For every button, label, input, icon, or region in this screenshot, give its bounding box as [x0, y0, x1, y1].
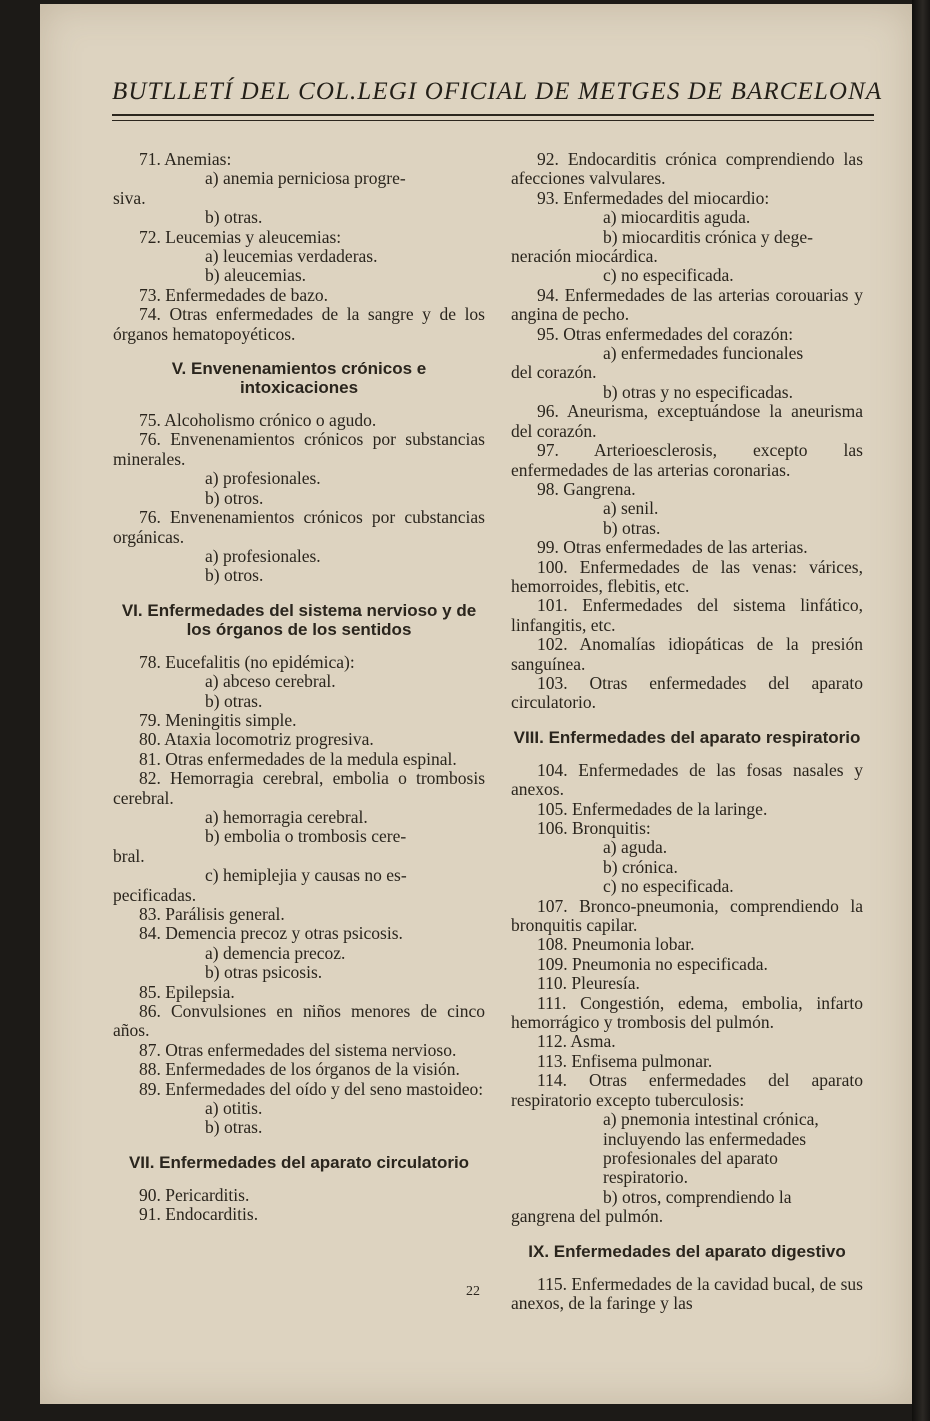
- list-item: 102. Anomalías idiopáticas de la presión sanguínea.: [511, 634, 863, 674]
- list-item: 78. Eucefalitis (no epidémica):: [139, 651, 355, 672]
- list-subitem: a) aguda.: [603, 837, 668, 858]
- list-subitem: a) otitis.: [205, 1098, 263, 1119]
- list-subitem: a) enfermedades funcionales: [603, 343, 804, 364]
- list-item: 82. Hemorragia cerebral, embolia o trombosis cerebral.: [113, 768, 485, 808]
- list-subitem: a) leucemias verdaderas.: [205, 246, 378, 267]
- list-item: 76. Envenenamientos crónicos por substancias minerales.: [113, 429, 485, 469]
- list-item: 84. Demencia precoz y otras psicosis.: [139, 923, 403, 944]
- section-heading: VII. Enfermedades del aparato circulatorio: [128, 1152, 470, 1172]
- list-item: 107. Bronco-pneumonia, comprendiendo la bronquitis capilar.: [511, 895, 863, 936]
- list-item: 115. Enfermedades de la cavidad bucal, de sus anexos, de la faringe y las: [511, 1273, 863, 1313]
- right-column: [511, 150, 863, 1313]
- list-item: 103. Otras enfermedades del aparato circulatorio.: [511, 672, 863, 713]
- list-item: 112. Asma.: [537, 1031, 616, 1052]
- list-subitem: a) miocarditis aguda.: [603, 207, 751, 228]
- list-subitem: a) profesionales.: [205, 545, 321, 566]
- list-item: 106. Bronquitis:: [537, 818, 651, 838]
- header-rule: [112, 114, 874, 116]
- list-subitem: b) otros, comprendiendo la: [603, 1186, 792, 1207]
- list-subitem: c) no especificada.: [603, 876, 734, 897]
- list-subitem: b) otras.: [205, 207, 263, 228]
- list-item: 76. Envenenamientos crónicos por cubstancias orgánicas.: [113, 507, 485, 547]
- page-number: 22: [466, 1284, 480, 1299]
- list-item: 80. Ataxia locomotriz progresiva.: [139, 729, 374, 750]
- list-subitem: a) pnemonia intestinal crónica, incluyendo las enfermedades profesionales del aparato respiratorio.: [603, 1109, 819, 1188]
- list-subitem: b) embolia o trombosis cere-: [205, 826, 407, 847]
- list-item: 90. Pericarditis.: [139, 1184, 250, 1205]
- list-item: 114. Otras enfermedades del aparato respiratorio excepto tuberculosis:: [511, 1070, 863, 1110]
- list-subitem: b) otras y no especificadas.: [603, 381, 793, 402]
- list-item: 83. Parálisis general.: [139, 904, 285, 924]
- section-heading: VI. Enfermedades del sistema nervioso y de los órganos de los sentidos: [121, 600, 477, 639]
- list-continuation: neración miocárdica.: [511, 246, 658, 267]
- list-item: 86. Convulsiones en niños menores de cinco años.: [113, 1001, 485, 1041]
- list-item: 113. Enfisema pulmonar.: [537, 1050, 713, 1071]
- list-item: 109. Pneumonia no especificada.: [537, 953, 768, 974]
- list-item: 97. Arterioesclerosis, excepto las enfermedades de las arterias coronarias.: [511, 440, 863, 480]
- running-header: BUTLLETÍ DEL COL.LEGI OFICIAL DE METGES DE BARCELONA: [112, 78, 883, 105]
- list-item: 94. Enfermedades de las arterias corouarias y angina de pecho.: [511, 284, 863, 325]
- list-item: 91. Endocarditis.: [139, 1204, 259, 1225]
- list-subitem: b) otras.: [603, 517, 661, 538]
- list-item: 85. Epilepsia.: [139, 981, 235, 1002]
- list-item: 110. Pleuresía.: [537, 973, 640, 994]
- list-continuation: siva.: [113, 187, 146, 208]
- list-subitem: c) hemiplejia y causas no es-: [205, 865, 407, 886]
- list-item: 100. Enfermedades de las venas: várices, hemorroides, flebitis, etc.: [511, 556, 863, 596]
- list-subitem: b) otras.: [205, 690, 263, 711]
- list-item: 75. Alcoholismo crónico o agudo.: [139, 410, 377, 431]
- list-item: 87. Otras enfermedades del sistema nervioso.: [139, 1039, 457, 1060]
- list-item: 88. Enfermedades de los órganos de la visión.: [139, 1059, 460, 1080]
- list-item: 73. Enfermedades de bazo.: [139, 284, 329, 305]
- section-heading: VIII. Enfermedades del aparato respiratorio: [513, 727, 861, 747]
- list-subitem: c) no especificada.: [603, 265, 734, 286]
- list-item: 108. Pneumonia lobar.: [537, 934, 695, 955]
- section-heading: V. Envenenamientos crónicos e intoxicaciones: [171, 359, 427, 398]
- list-item: 96. Aneurisma, exceptuándose la aneurisma del corazón.: [511, 401, 863, 441]
- list-subitem: b) otras psicosis.: [205, 962, 323, 983]
- list-subitem: b) aleucemias.: [205, 265, 307, 286]
- list-subitem: a) hemorragia cerebral.: [205, 806, 368, 827]
- list-item: a) anemia perniciosa progre-: [205, 168, 406, 189]
- list-continuation: del corazón.: [511, 362, 597, 383]
- list-subitem: b) otros.: [205, 565, 264, 586]
- section-heading: IX. Enfermedades del aparato digestivo: [528, 1241, 846, 1261]
- list-item: 111. Congestión, edema, embolia, infarto hemorrágico y trombosis del pulmón.: [511, 992, 863, 1033]
- page-edge: [912, 0, 930, 1421]
- list-subitem: a) senil.: [603, 498, 659, 519]
- list-subitem: b) crónica.: [603, 856, 678, 877]
- list-subitem: b) miocarditis crónica y dege-: [603, 226, 813, 247]
- list-continuation: gangrena del pulmón.: [511, 1206, 664, 1227]
- header-rule-thin: [112, 120, 874, 121]
- list-item: 89. Enfermedades del oído y del seno mastoideo:: [139, 1078, 484, 1099]
- list-item: 93. Enfermedades del miocardio:: [537, 187, 770, 208]
- list-item: 74. Otras enfermedades de la sangre y de los órganos hematopoyéticos.: [113, 304, 485, 344]
- list-item: 92. Endocarditis crónica comprendiendo las afecciones valvulares.: [511, 149, 863, 189]
- list-continuation: bral.: [113, 845, 145, 866]
- list-item: 99. Otras enfermedades de las arterias.: [537, 537, 808, 558]
- left-column: [113, 150, 485, 1225]
- list-item: 95. Otras enfermedades del corazón:: [537, 323, 794, 344]
- list-item: 79. Meningitis simple.: [139, 709, 297, 730]
- list-subitem: b) otros.: [205, 487, 264, 508]
- list-item: 72. Leucemias y aleucemias:: [139, 226, 342, 247]
- list-subitem: b) otras.: [205, 1117, 263, 1138]
- list-item: 104. Enfermedades de las fosas nasales y anexos.: [511, 759, 863, 800]
- list-item: 71. Anemias:: [139, 149, 232, 169]
- list-item: 101. Enfermedades del sistema linfático, linfangitis, etc.: [511, 595, 863, 635]
- list-subitem: a) demencia precoz.: [205, 942, 346, 963]
- list-item: 98. Gangrena.: [537, 478, 636, 499]
- list-continuation: pecificadas.: [113, 884, 197, 905]
- list-item: 105. Enfermedades de la laringe.: [537, 798, 768, 819]
- list-subitem: a) profesionales.: [205, 468, 321, 489]
- list-subitem: a) abceso cerebral.: [205, 671, 336, 692]
- list-item: 81. Otras enfermedades de la medula espinal.: [139, 748, 457, 769]
